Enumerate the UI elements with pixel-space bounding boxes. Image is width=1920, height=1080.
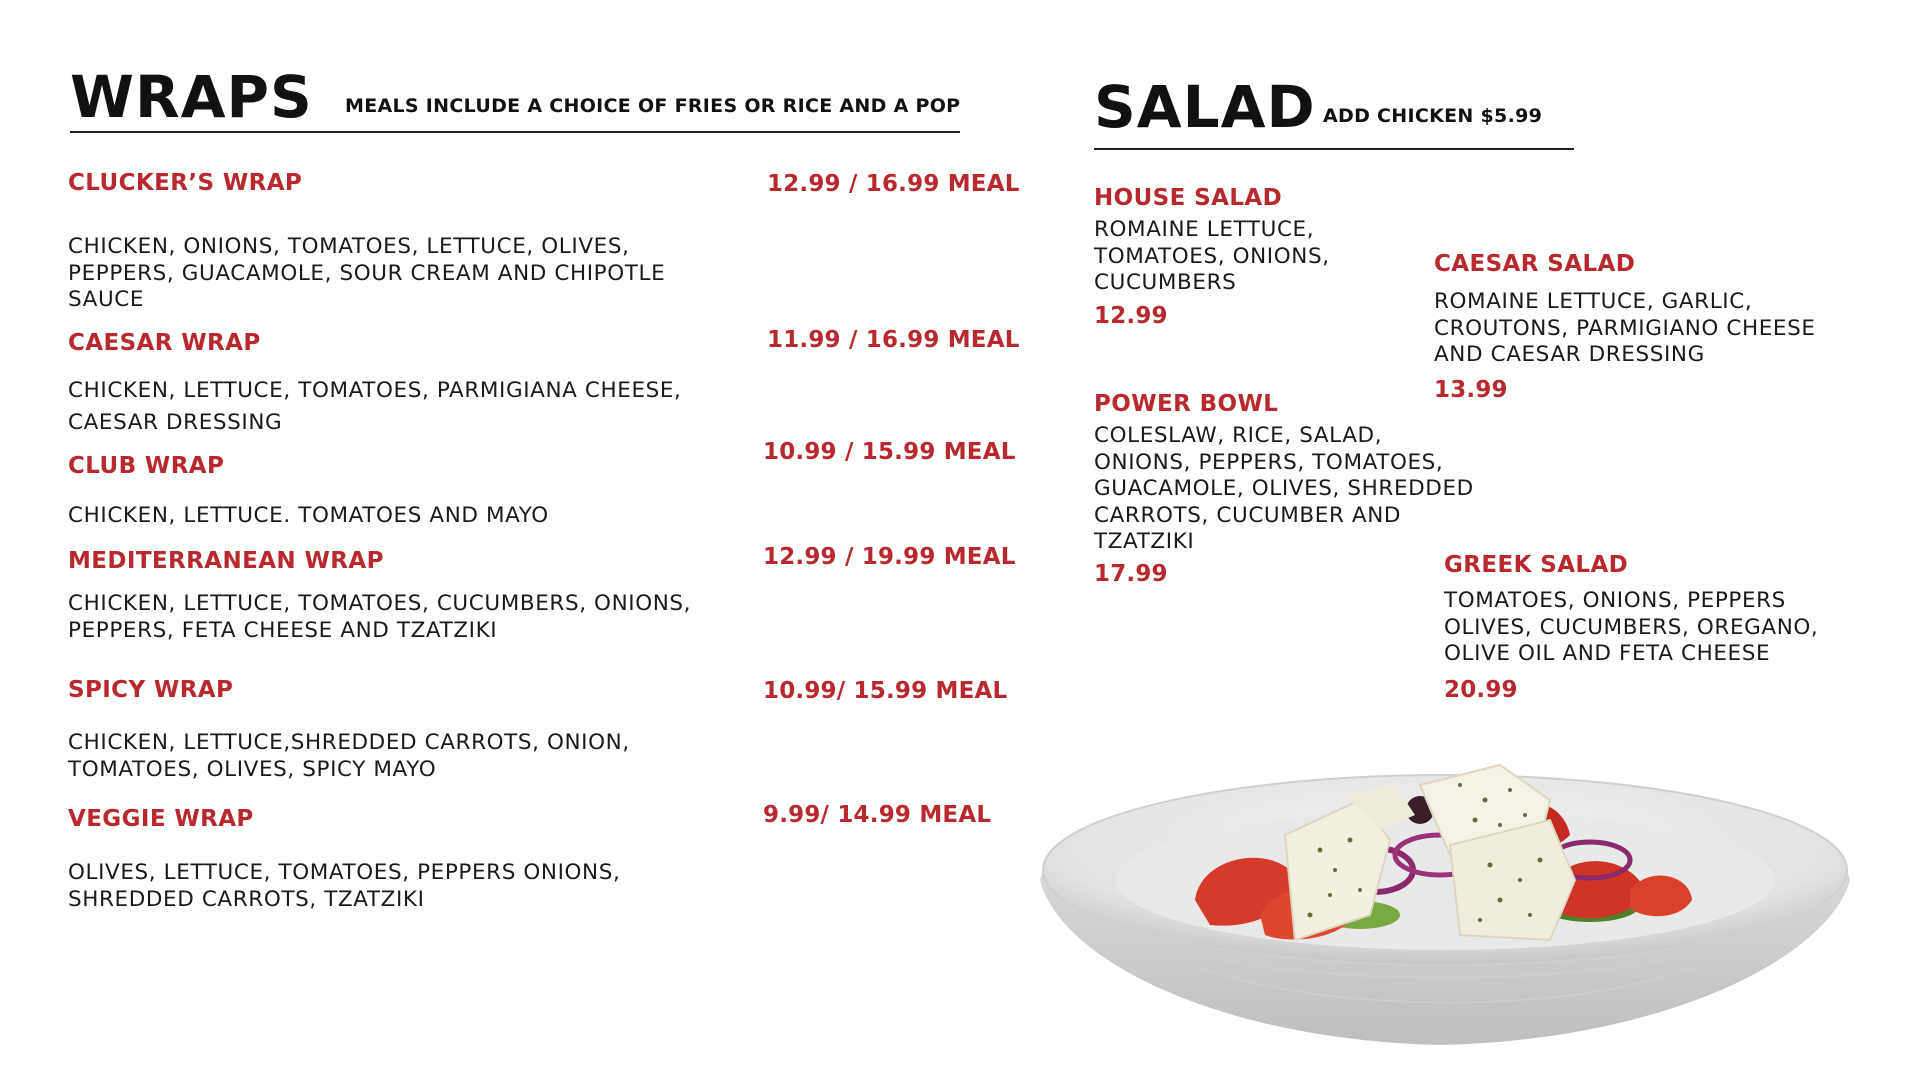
wrap-item-description: CHICKEN, LETTUCE, TOMATOES, PARMIGIANA CHEESE, CAESAR DRESSING: [68, 378, 682, 435]
wrap-item-name: CLUB WRAP: [68, 453, 225, 479]
wrap-item-price: 12.99 / 16.99 MEAL: [767, 171, 1020, 197]
wraps-title: WRAPS: [70, 63, 313, 131]
salad-item-price: 12.99: [1094, 303, 1168, 329]
salad-item-description: ROMAINE LETTUCE, TOMATOES, ONIONS, CUCUMBERS: [1094, 217, 1330, 295]
wrap-item-price: 9.99/ 14.99 MEAL: [763, 802, 992, 828]
wrap-item-description: CHICKEN, LETTUCE, TOMATOES, CUCUMBERS, ONIONS, PEPPERS, FETA CHEESE AND TZATZIKI: [68, 591, 692, 643]
salad-item-name: CAESAR SALAD: [1434, 251, 1636, 277]
wrap-item-name: SPICY WRAP: [68, 677, 234, 703]
wrap-item-description: OLIVES, LETTUCE, TOMATOES, PEPPERS ONIONS, SHREDDED CARROTS, TZATZIKI: [68, 860, 621, 912]
salad-title: SALAD: [1094, 73, 1316, 141]
wrap-item-description: CHICKEN, LETTUCE. TOMATOES AND MAYO: [68, 503, 549, 528]
wrap-item-price: 10.99/ 15.99 MEAL: [763, 678, 1008, 704]
salad-item-price: 20.99: [1444, 677, 1518, 703]
wrap-item-name: VEGGIE WRAP: [68, 806, 254, 832]
wrap-item-price: 10.99 / 15.99 MEAL: [763, 439, 1016, 465]
salad-subtitle: ADD CHICKEN $5.99: [1323, 105, 1543, 127]
wrap-item-description: CHICKEN, LETTUCE,SHREDDED CARROTS, ONION, TOMATOES, OLIVES, SPICY MAYO: [68, 730, 630, 782]
salad-item-name: HOUSE SALAD: [1094, 185, 1283, 211]
wraps-subtitle: MEALS INCLUDE A CHOICE OF FRIES OR RICE AND A POP: [345, 95, 961, 117]
salad-item-name: POWER BOWL: [1094, 391, 1279, 417]
salad-item-description: COLESLAW, RICE, SALAD, ONIONS, PEPPERS, TOMATOES, GUACAMOLE, OLIVES, SHREDDED CARROTS, CUCUMBER AND TZATZIKI: [1094, 423, 1474, 554]
wrap-item-description: CHICKEN, ONIONS, TOMATOES, LETTUCE, OLIVES, PEPPERS, GUACAMOLE, SOUR CREAM AND CHIPOTLE SAUCE: [68, 234, 666, 312]
greek-salad-bowl-image: [1030, 740, 1860, 1060]
salad-divider: [1094, 148, 1574, 150]
salad-item-description: TOMATOES, ONIONS, PEPPERS OLIVES, CUCUMBERS, OREGANO, OLIVE OIL AND FETA CHEESE: [1444, 588, 1819, 666]
wrap-item-price: 11.99 / 16.99 MEAL: [767, 327, 1020, 353]
salad-item-price: 13.99: [1434, 377, 1508, 403]
wraps-divider: [70, 131, 960, 133]
wrap-item-price: 12.99 / 19.99 MEAL: [763, 544, 1016, 570]
wrap-item-name: CAESAR WRAP: [68, 330, 261, 356]
salad-item-name: GREEK SALAD: [1444, 552, 1629, 578]
salad-item-price: 17.99: [1094, 561, 1168, 587]
wrap-item-name: CLUCKER’S WRAP: [68, 170, 303, 196]
salad-item-description: ROMAINE LETTUCE, GARLIC, CROUTONS, PARMIGIANO CHEESE AND CAESAR DRESSING: [1434, 289, 1816, 367]
wrap-item-name: MEDITERRANEAN WRAP: [68, 548, 384, 574]
